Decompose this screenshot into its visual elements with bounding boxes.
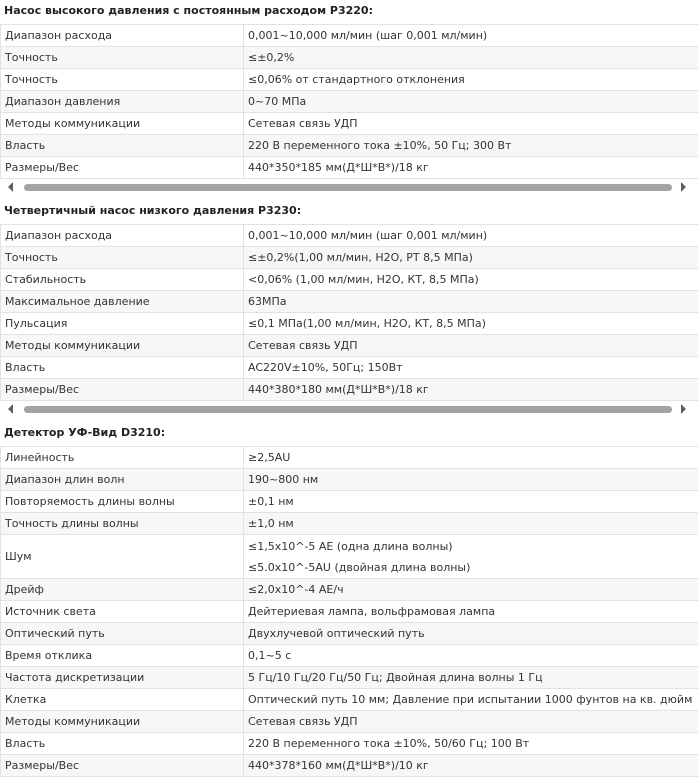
spec-value <box>244 335 698 357</box>
spec-value <box>244 711 698 733</box>
spec-label: Диапазон расхода <box>1 25 244 47</box>
spec-label: Пульсация <box>1 313 244 335</box>
table-row <box>1 447 698 469</box>
spec-value-line: <0,06% (1,00 мл/мин, H2O, КТ, 8,5 МПа) <box>248 273 479 286</box>
spec-label: Дрейф <box>1 579 244 601</box>
table-row <box>1 491 698 513</box>
spec-value-line: Сетевая связь УДП <box>248 117 358 130</box>
table-row <box>1 269 698 291</box>
spec-value <box>244 225 698 247</box>
spec-value <box>244 291 698 313</box>
spec-value-line: ≤0,1 МПа(1,00 мл/мин, H2O, КТ, 8,5 МПа) <box>248 317 486 330</box>
spec-value-line: 440*378*160 мм(Д*Ш*В*)/10 кг <box>248 759 429 772</box>
spec-label: Оптический путь <box>1 623 244 645</box>
spec-value <box>244 535 698 579</box>
horizontal-scrollbar[interactable] <box>0 180 698 196</box>
spec-value-line: Оптический путь 10 мм; Давление при испытании 1000 фунтов на кв. дюйм <box>248 693 693 706</box>
spec-value <box>244 135 698 157</box>
table-row <box>1 711 698 733</box>
scrollbar-thumb[interactable] <box>24 406 672 413</box>
table-row <box>1 335 698 357</box>
spec-value-line: ≤1,5x10^-5 AE (одна длина волны) <box>248 539 453 553</box>
spec-value <box>244 157 698 179</box>
scrollbar-thumb[interactable] <box>24 184 672 191</box>
table-row <box>1 113 698 135</box>
spec-value <box>244 579 698 601</box>
spec-value-line: 440*380*180 мм(Д*Ш*В*)/18 кг <box>248 383 429 396</box>
spec-value-line: Сетевая связь УДП <box>248 339 358 352</box>
spec-value-line: ≤2,0x10^-4 АЕ/ч <box>248 583 344 596</box>
spec-table-d3210 <box>0 446 698 777</box>
spec-value <box>244 91 698 113</box>
spec-value-line: AC220V±10%, 50Гц; 150Вт <box>248 361 403 374</box>
spec-label: Точность <box>1 47 244 69</box>
spec-value-line: Двухлучевой оптический путь <box>248 627 425 640</box>
spec-label: Точность <box>1 69 244 91</box>
spec-label: Повторяемость длины волны <box>1 491 244 513</box>
scroll-right-arrow-icon[interactable] <box>681 182 686 192</box>
spec-label: Источник света <box>1 601 244 623</box>
spec-value <box>244 69 698 91</box>
spec-value <box>244 357 698 379</box>
table-row <box>1 535 698 579</box>
spec-value-line: ±0,1 нм <box>248 495 294 508</box>
spec-value <box>244 755 698 777</box>
table-row <box>1 689 698 711</box>
spec-value <box>244 379 698 401</box>
spec-label: Методы коммуникации <box>1 335 244 357</box>
spec-value <box>244 513 698 535</box>
table-row <box>1 733 698 755</box>
spec-value-line: Дейтериевая лампа, вольфрамовая лампа <box>248 605 496 618</box>
spec-value <box>244 25 698 47</box>
table-row <box>1 135 698 157</box>
spec-value <box>244 733 698 755</box>
spec-label: Методы коммуникации <box>1 711 244 733</box>
spec-value <box>244 247 698 269</box>
spec-label: Диапазон длин волн <box>1 469 244 491</box>
spec-label: Линейность <box>1 447 244 469</box>
spec-value-line: ≤0,06% от стандартного отклонения <box>248 73 465 86</box>
scroll-right-arrow-icon[interactable] <box>681 404 686 414</box>
spec-label: Точность длины волны <box>1 513 244 535</box>
table-row <box>1 247 698 269</box>
horizontal-scrollbar[interactable] <box>0 402 698 418</box>
spec-label: Размеры/Вес <box>1 157 244 179</box>
spec-table-p3230 <box>0 224 698 401</box>
spec-label: Шум <box>1 535 244 579</box>
spec-value <box>244 447 698 469</box>
table-row <box>1 25 698 47</box>
table-row <box>1 579 698 601</box>
spec-label: Частота дискретизации <box>1 667 244 689</box>
table-row <box>1 379 698 401</box>
spec-label: Диапазон расхода <box>1 225 244 247</box>
spec-value-line: 190~800 нм <box>248 473 319 486</box>
spec-label: Власть <box>1 733 244 755</box>
table-row <box>1 225 698 247</box>
spec-value-line: 0~70 МПа <box>248 95 307 108</box>
spec-value-line: Сетевая связь УДП <box>248 715 358 728</box>
spec-value-line: 5 Гц/10 Гц/20 Гц/50 Гц; Двойная длина волны 1 Гц <box>248 671 543 684</box>
spec-label: Размеры/Вес <box>1 755 244 777</box>
spec-value <box>244 469 698 491</box>
spec-label: Стабильность <box>1 269 244 291</box>
table-row <box>1 469 698 491</box>
spec-label: Власть <box>1 357 244 379</box>
table-row <box>1 645 698 667</box>
spec-label: Диапазон давления <box>1 91 244 113</box>
spec-value-line: 220 В переменного тока ±10%, 50 Гц; 300 Вт <box>248 139 512 152</box>
spec-label: Размеры/Вес <box>1 379 244 401</box>
table-row <box>1 601 698 623</box>
table-row <box>1 667 698 689</box>
table-row <box>1 69 698 91</box>
spec-value-line: ≤±0,2% <box>248 51 295 64</box>
spec-table-p3220 <box>0 24 698 179</box>
table-row <box>1 313 698 335</box>
spec-value <box>244 113 698 135</box>
table-row <box>1 91 698 113</box>
spec-value <box>244 667 698 689</box>
spec-value-line: ≤±0,2%(1,00 мл/мин, H2O, PT 8,5 МПа) <box>248 251 473 264</box>
spec-value-line: 0,001~10,000 мл/мин (шаг 0,001 мл/мин) <box>248 29 488 42</box>
table-row <box>1 755 698 777</box>
spec-value-line: ±1,0 нм <box>248 517 294 530</box>
spec-value-line: 0,001~10,000 мл/мин (шаг 0,001 мл/мин) <box>248 229 488 242</box>
spec-value <box>244 645 698 667</box>
spec-value <box>244 313 698 335</box>
table-row <box>1 623 698 645</box>
spec-value-line: 220 В переменного тока ±10%, 50/60 Гц; 100 Вт <box>248 737 530 750</box>
scroll-left-arrow-icon[interactable] <box>8 182 13 192</box>
spec-label: Методы коммуникации <box>1 113 244 135</box>
section-title-p3230: Четвертичный насос низкого давления P3230: <box>4 204 302 217</box>
spec-label: Время отклика <box>1 645 244 667</box>
table-row <box>1 157 698 179</box>
table-row <box>1 47 698 69</box>
spec-value-line: 440*350*185 мм(Д*Ш*В*)/18 кг <box>248 161 429 174</box>
spec-value <box>244 491 698 513</box>
spec-value <box>244 601 698 623</box>
table-row <box>1 513 698 535</box>
spec-value <box>244 47 698 69</box>
spec-value <box>244 269 698 291</box>
section-title-d3210: Детектор УФ-Вид D3210: <box>4 426 166 439</box>
section-title-p3220: Насос высокого давления с постоянным расходом P3220: <box>4 4 373 17</box>
spec-label: Точность <box>1 247 244 269</box>
spec-label: Власть <box>1 135 244 157</box>
spec-value-line: 0,1~5 с <box>248 649 292 662</box>
table-row <box>1 357 698 379</box>
spec-label: Клетка <box>1 689 244 711</box>
scroll-left-arrow-icon[interactable] <box>8 404 13 414</box>
spec-label: Максимальное давление <box>1 291 244 313</box>
spec-value-line: ≤5.0x10^-5AU (двойная длина волны) <box>248 560 471 574</box>
table-row <box>1 291 698 313</box>
spec-value <box>244 689 698 711</box>
spec-value-line: 63МПа <box>248 295 287 308</box>
spec-value <box>244 623 698 645</box>
spec-value-line: ≥2,5AU <box>248 451 291 464</box>
